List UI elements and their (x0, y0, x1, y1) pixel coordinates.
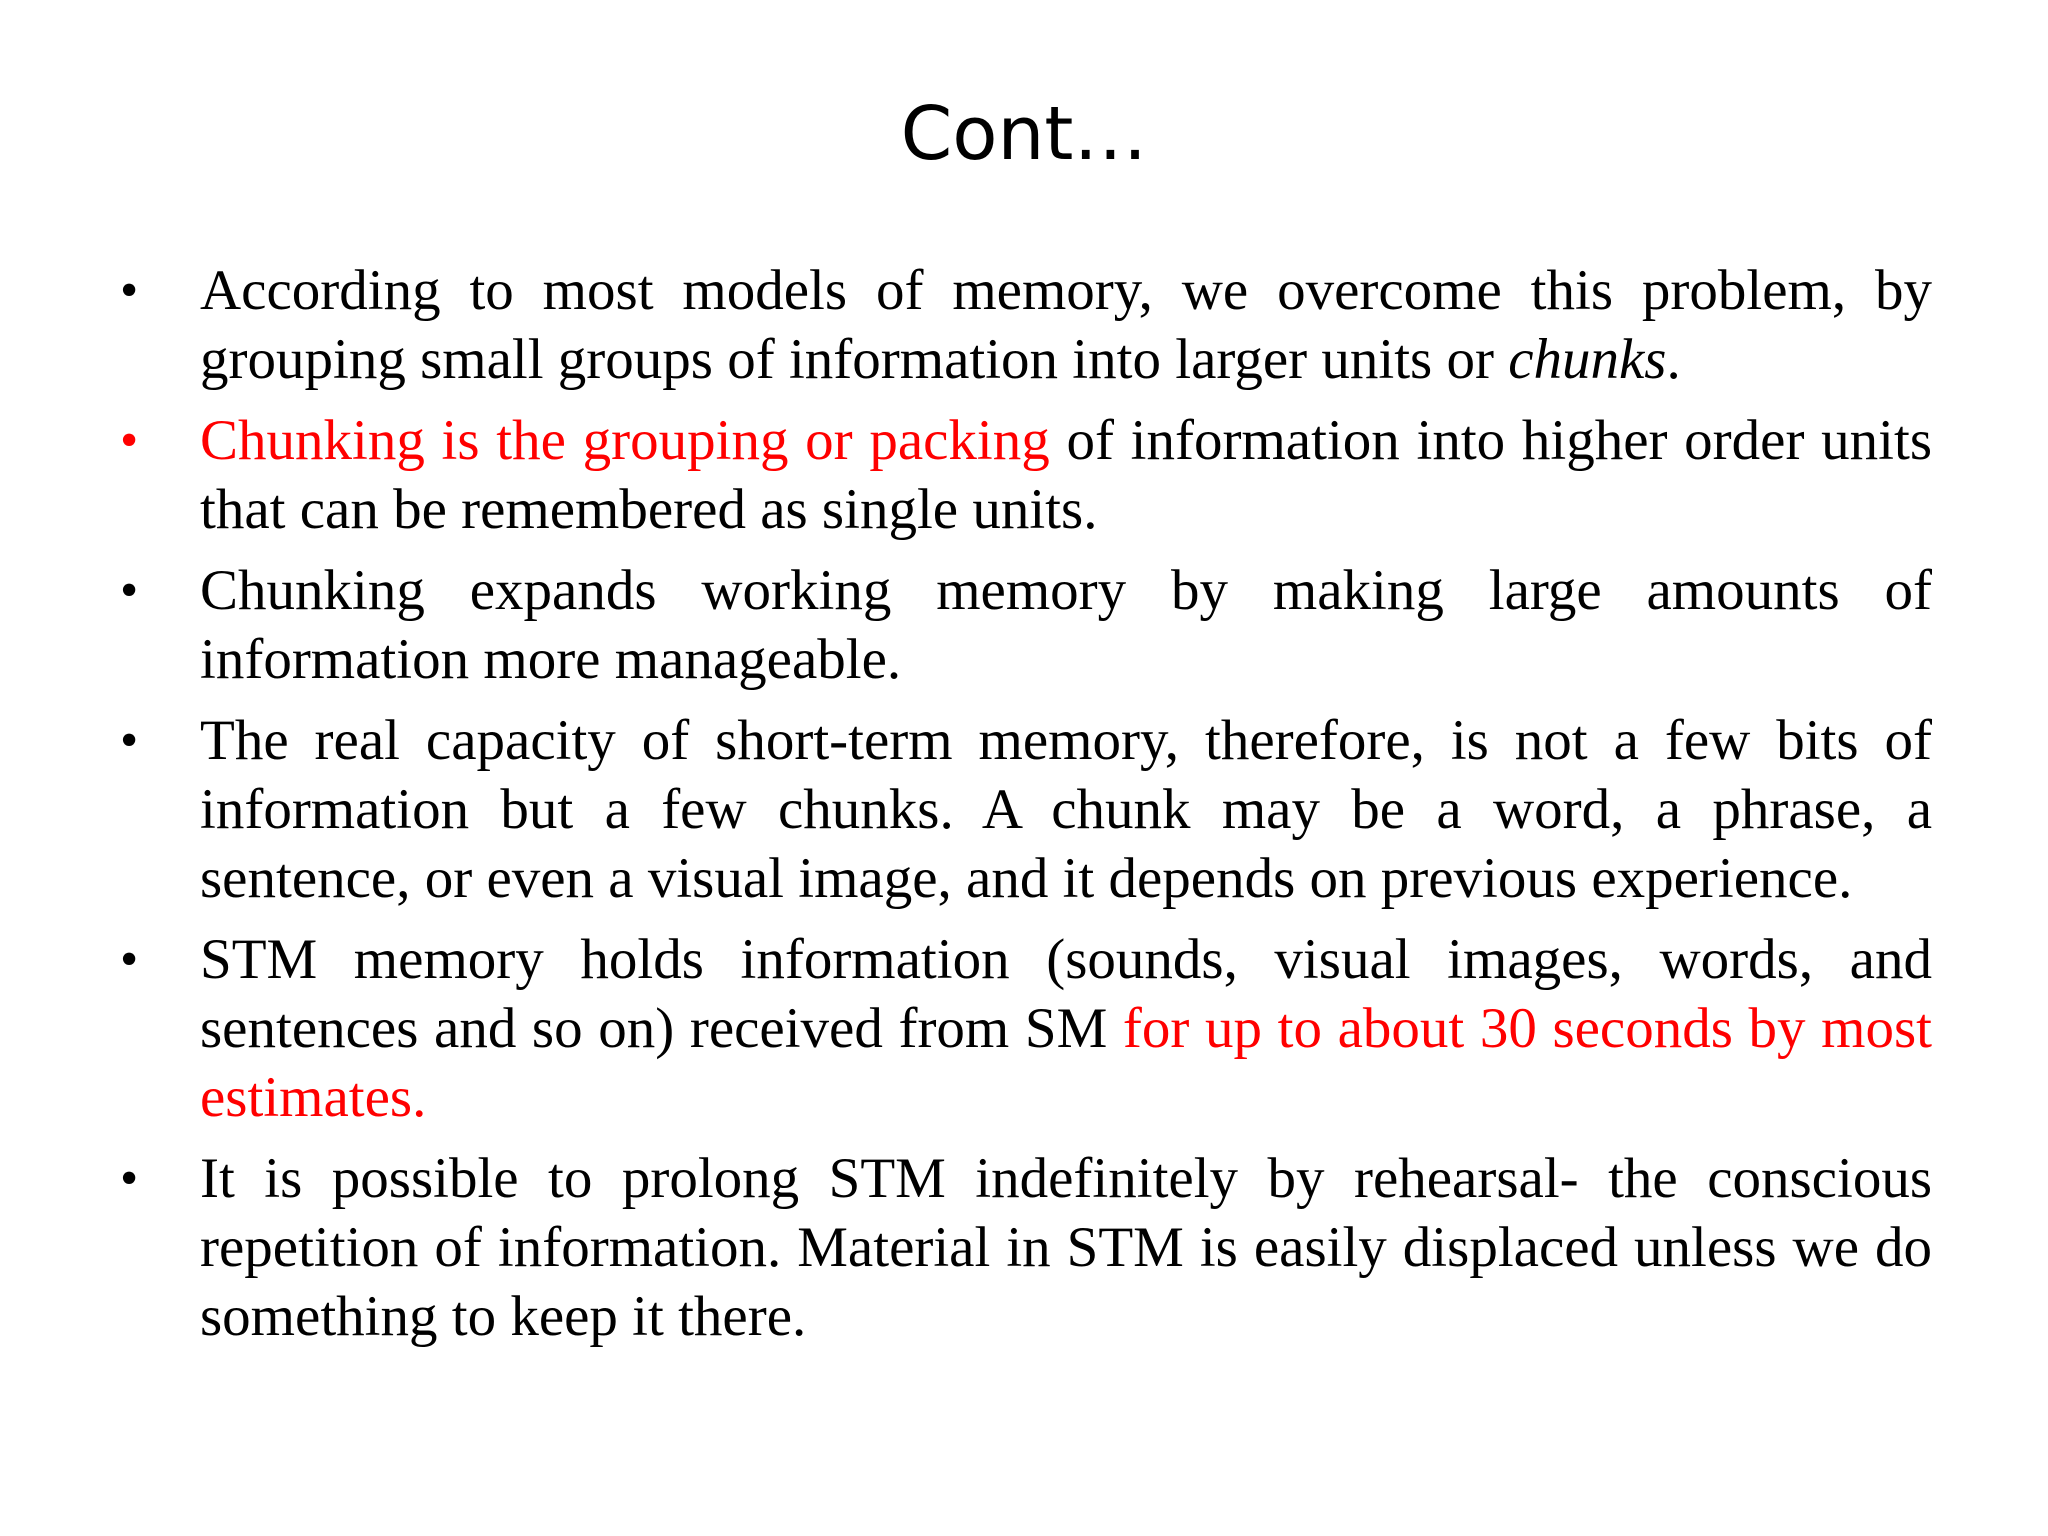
bullet-dot-icon: • (120, 712, 139, 769)
bullet-list (0, 256, 2048, 1363)
bullet-text: It is possible to prolong STM indefinitely by rehearsal- the conscious repetition of information. Material in STM is easily displaced unless we do something to keep it there. (200, 1147, 1932, 1348)
bullet-dot-icon: • (120, 1150, 139, 1207)
bullet-text-part: of information into higher order units that can be remembered as single units. (200, 409, 1933, 541)
bullet-text-part: . (1666, 328, 1681, 391)
bullet-text (200, 406, 1932, 544)
bullet-text: Chunking expands working memory by making large amounts of information more manageable. (200, 559, 1932, 691)
bullet-item-rehearsal (0, 1144, 2048, 1351)
bullet-text-highlight: Chunking is the grouping or packing (200, 409, 1050, 472)
bullet-dot-icon: • (120, 412, 139, 469)
bullet-text: The real capacity of short-term memory, therefore, is not a few bits of information but a few chunks. A chunk may be a word, a phrase, a sentence, or even a visual image, and it depends on previous experience. (200, 709, 1932, 910)
bullet-item-chunking-definition (0, 406, 2048, 544)
slide-title: Cont… (900, 91, 1148, 177)
bullet-dot-icon: • (120, 562, 139, 619)
bullet-item-working-memory (0, 556, 2048, 694)
bullet-text (200, 925, 1932, 1132)
bullet-text-highlight: for up to about 30 seconds by most estimates. (200, 997, 1932, 1129)
bullet-item-chunks (0, 256, 2048, 394)
bullet-item-capacity (0, 706, 2048, 913)
bullet-text-part: According to most models of memory, we overcome this problem, by grouping small groups of information into larger units or (200, 259, 1932, 391)
bullet-dot-icon: • (120, 931, 139, 988)
bullet-item-stm-duration (0, 925, 2048, 1132)
bullet-text-part: STM memory holds information (sounds, visual images, words, and sentences and so on) received from SM (200, 928, 1932, 1060)
bullet-dot-icon: • (120, 262, 139, 319)
bullet-text-emphasis: chunks (1508, 328, 1667, 391)
bullet-text (200, 256, 1932, 394)
